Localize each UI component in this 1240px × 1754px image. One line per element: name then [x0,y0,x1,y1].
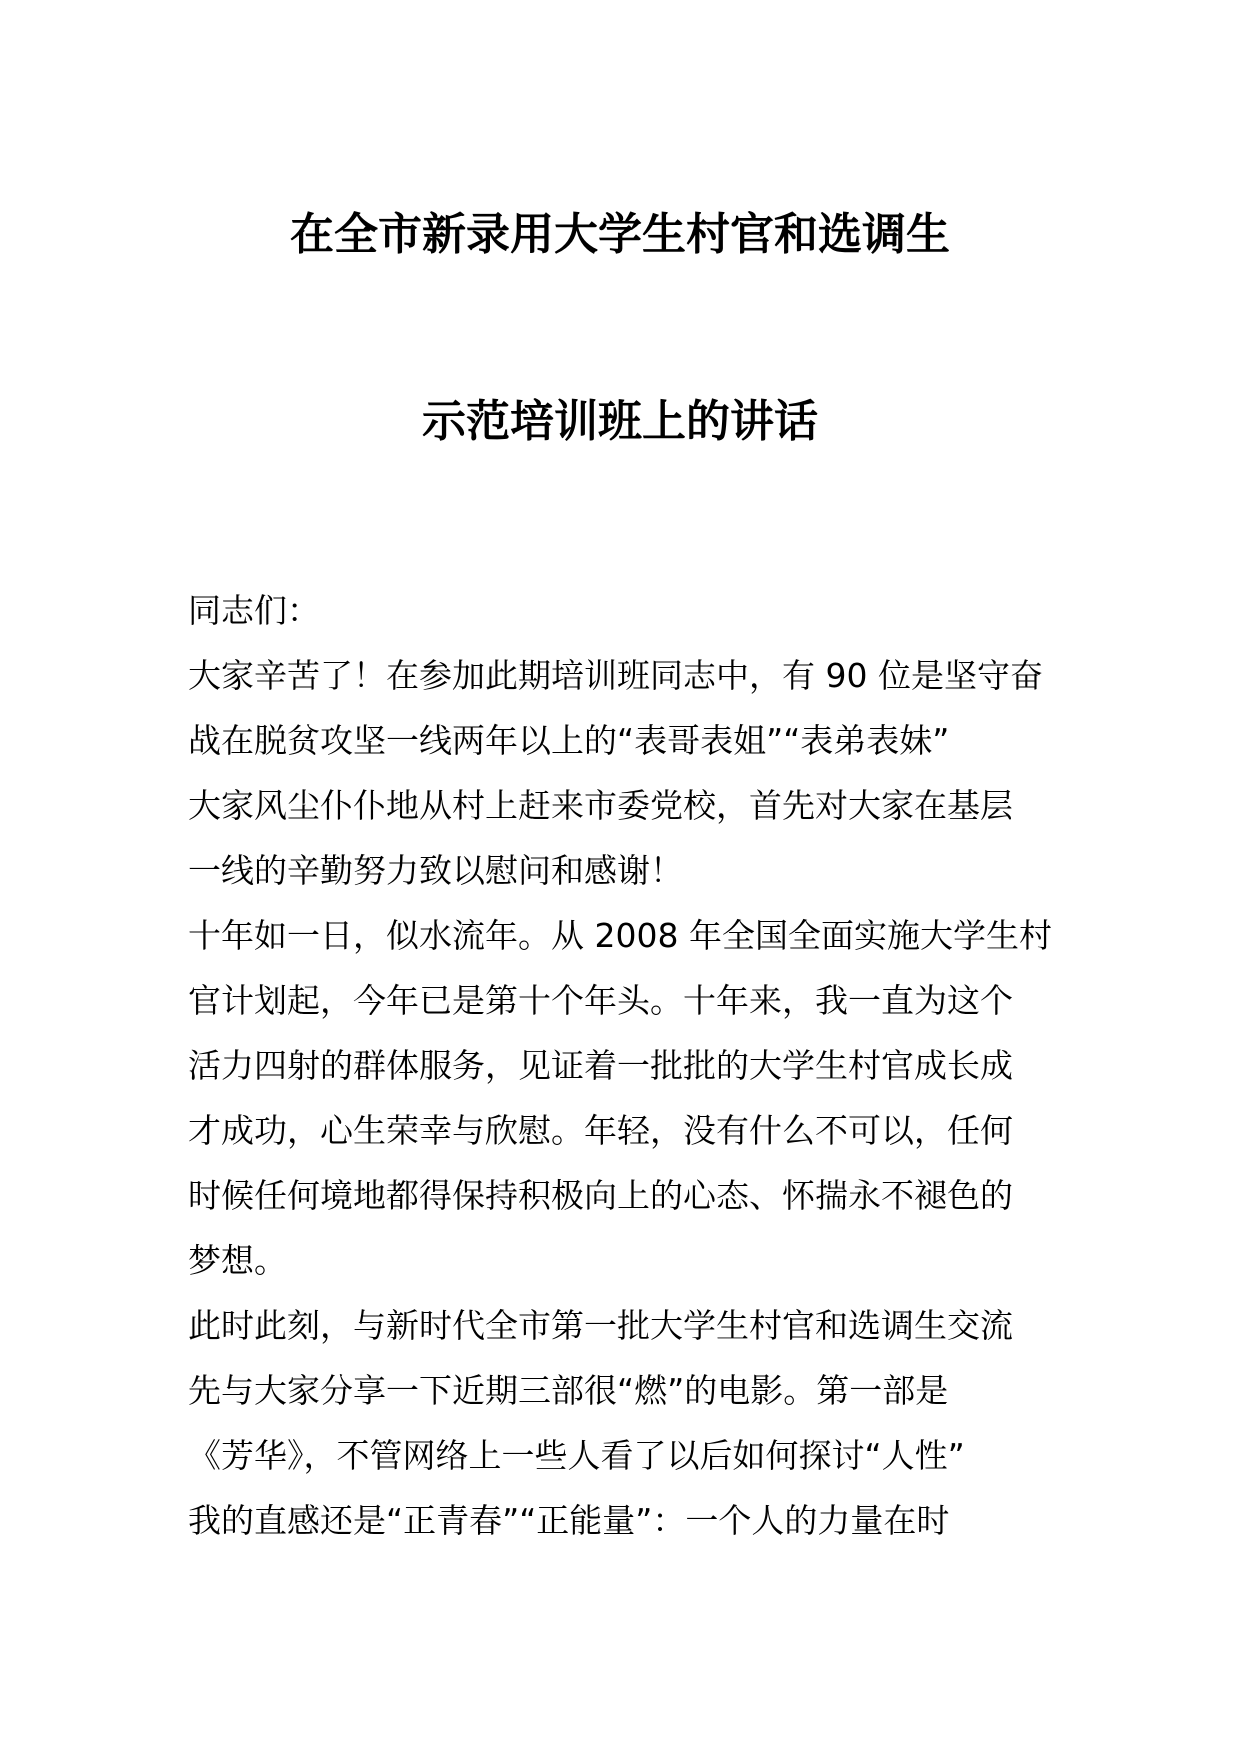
body-line: 先与大家分享一下近期三部很“燃”的电影。第一部是 [188,1371,949,1410]
body-line: 梦想。 [188,1241,287,1280]
body-line: 才成功，心生荣幸与欣慰。年轻，没有什么不可以，任何 [188,1111,1013,1150]
body-line: 大家风尘仆仆地从村上赶来市委党校，首先对大家在基层 [188,786,1013,825]
body-line: 同志们： [188,591,320,630]
body-line: 《芳华》，不管网络上一些人看了以后如何探讨“人性” [188,1436,965,1475]
body-line: 大家辛苦了！在参加此期培训班同志中，有 90 位是坚守奋 [188,656,1043,695]
body-line: 此时此刻，与新时代全市第一批大学生村官和选调生交流 [188,1306,1013,1345]
document-title-line-2: 示范培训班上的讲话 [422,396,818,447]
body-line: 时候任何境地都得保持积极向上的心态、怀揣永不褪色的 [188,1176,1013,1215]
document-title-line-1: 在全市新录用大学生村官和选调生 [290,209,950,260]
body-line: 我的直感还是“正青春”“正能量”：一个人的力量在时 [188,1501,950,1540]
body-line: 战在脱贫攻坚一线两年以上的“表哥表姐”“表弟表妹” [188,721,950,760]
body-line: 活力四射的群体服务，见证着一批批的大学生村官成长成 [188,1046,1013,1085]
body-line: 官计划起，今年已是第十个年头。十年来，我一直为这个 [188,981,1013,1020]
document-body [188,578,1068,1553]
body-line: 一线的辛勤努力致以慰问和感谢！ [188,851,683,890]
body-line: 十年如一日，似水流年。从 2008 年全国全面实施大学生村 [188,916,1052,955]
